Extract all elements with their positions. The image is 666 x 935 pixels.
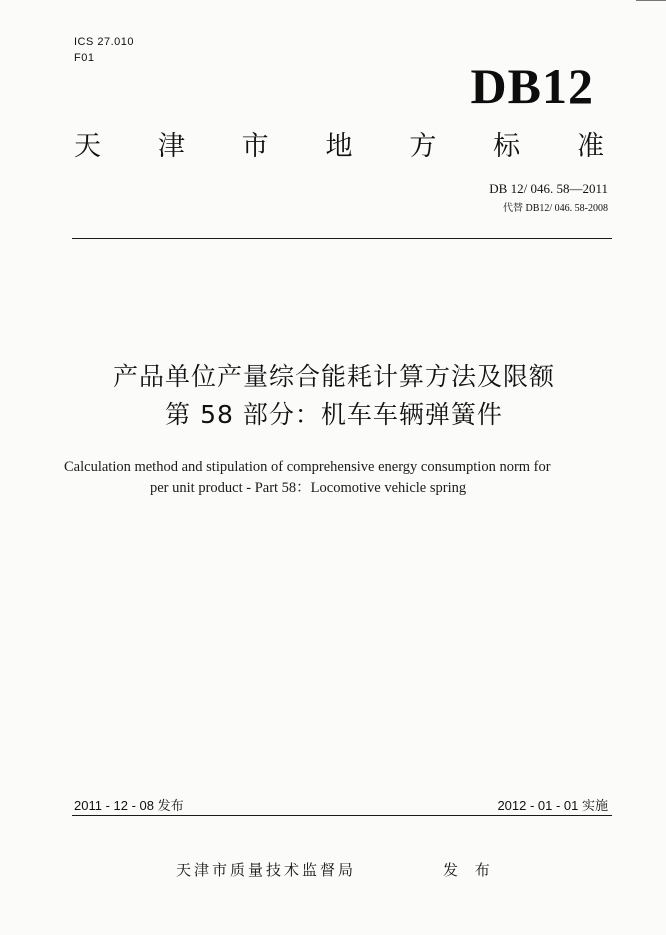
standard-type-char: 天 [74,131,101,162]
page-corner-mark [636,0,666,1]
standard-type-char: 方 [409,131,437,162]
title-zh-line-1: 产品单位产量综合能耗计算方法及限额 [112,362,555,391]
ics-code: ICS 27.010 [74,36,135,48]
standard-type-char: 津 [157,131,185,162]
title-en-line-1: Calculation method and stipulation of comprehensive energy consumption norm for [64,459,551,475]
publish-date: 2011 - 12 - 08 发布 [74,798,184,813]
title-en-line-2: per unit product - Part 58：Locomotive vehicle spring [150,480,467,496]
title-zh-line-2: 第 58 部分：机车车辆弹簧件 [165,400,503,429]
issue-label: 发 布 [443,861,496,879]
db-logo: DB12 [470,58,594,114]
standard-number: DB 12/ 046. 58—2011 [489,181,608,196]
ccs-code: F01 [74,52,95,64]
issuing-authority: 天津市质量技术监督局 [176,861,357,879]
standard-type-char: 标 [493,131,521,162]
replaces-standard: 代替 DB12/ 046. 58-2008 [503,203,608,214]
standard-type-char: 准 [576,131,604,162]
implement-date: 2012 - 01 - 01 实施 [497,798,608,813]
header-divider [72,238,612,239]
standard-type-title [74,130,604,164]
footer-divider [72,815,612,816]
classification-codes [74,34,134,66]
standard-type-char: 市 [241,131,269,162]
standard-type-char: 地 [325,131,353,162]
title-en [64,457,604,499]
